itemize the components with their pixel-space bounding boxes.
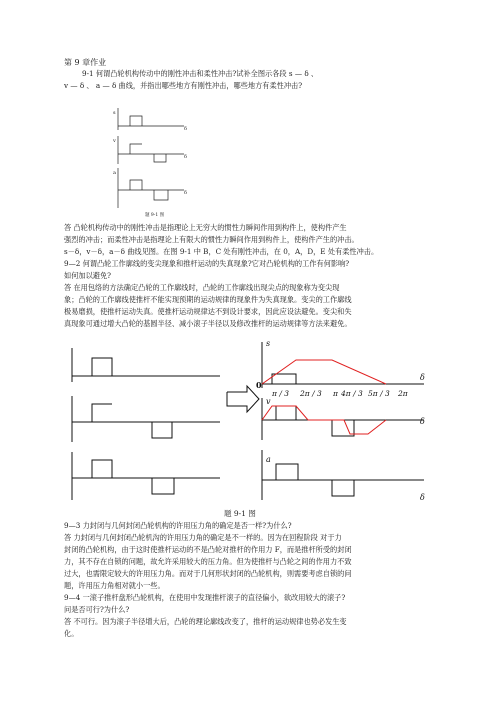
- q1-line1: 9-1 何谓凸轮机构传动中的刚性冲击和柔性冲击?试补全图示各段 s — δ 、: [82, 69, 319, 78]
- fig2-right-panels: [258, 340, 438, 510]
- q3-line-6: 题，许用压力角相对就小一些。: [64, 581, 165, 590]
- fig2-v-label: v: [266, 397, 271, 406]
- fig2-delta-v: δ: [420, 417, 425, 426]
- a1-line-9: 真现象可通过增大凸轮的基圆半径、减小滚子半径以及修改推杆的运动规律等方法来避免。: [64, 319, 352, 328]
- s-curve-red: [262, 360, 386, 384]
- q1-line2: v — δ 、 a — δ 曲线，并指出哪些地方有刚性冲击，哪些地方有柔性冲击?: [64, 81, 303, 90]
- tick-5pi-3: 5π / 3: [368, 389, 390, 398]
- small-fig-delta-3: δ: [184, 190, 188, 196]
- question-figure: [112, 106, 194, 218]
- a1-line-5: 如何加以避免?: [64, 271, 111, 280]
- q3-line-10: 化。: [64, 629, 79, 638]
- tick-2pi-3: 2π / 3: [300, 389, 322, 398]
- fig2-s-label: s: [266, 339, 271, 348]
- q3-line-4: 力，其不存在自锁的问题，故允许采用较大的压力角。但为使推杆与凸轮之间的作用力不致: [64, 557, 352, 566]
- fig2-caption: 题 9-1 图: [224, 509, 256, 518]
- a1-line-8: 极易磨损，使推杆运动失真。使推杆运动规律达不到设计要求，因此应设法避免。变尖和失: [64, 307, 352, 316]
- small-fig-delta-1: δ: [184, 126, 188, 132]
- small-fig-s: s: [113, 110, 116, 116]
- fig2-delta-s: δ: [420, 373, 425, 382]
- tick-4pi-3: 4π / 3: [341, 389, 363, 398]
- a1-line-7: 象；凸轮的工作廓线使推杆不能实现预期的运动规律的现象件为失真现象。变尖的工作廓线: [64, 295, 352, 304]
- q3-line-5: 过大，也需限定较大的许用压力角。而对于几何形状封闭的凸轮机构，则需要考虑自锁的问: [64, 569, 352, 578]
- tick-2pi: 2π: [398, 389, 408, 398]
- a1-line-1: 答 凸轮机构传动中的刚性冲击是指理论上无穷大的惯性力瞬间作用到构件上，使构件产生: [64, 223, 347, 232]
- fig2-delta-a: δ: [420, 493, 425, 502]
- q3-line-1: 9—3 力封闭与几何封闭凸轮机构的许用压力角的确定是否一样?为什么?: [64, 521, 292, 530]
- a1-line-3: s－δ，v－δ，a－δ 曲线见图。在图 9-1 中 B，C 处有刚性冲击，在 0，A，D，E 处有柔性冲击。: [64, 247, 379, 256]
- small-fig-v: v: [113, 138, 116, 144]
- fig2-a-label: a: [266, 455, 271, 464]
- a1-line-4: 9—2 何谓凸轮工作廓线的变尖现象和推杆运动的失真现象?它对凸轮机构的工作有何影响?: [64, 259, 350, 268]
- q3-line-3: 封闭的凸轮机构，由于这时使推杆运动的不是凸轮对推杆的作用力 F，而是推杆所受的封闭: [64, 545, 352, 554]
- q3-line-7: 9—4 一滚子推杆盘形凸轮机构，在使用中发现推杆滚子的直径偏小，欲改用较大的滚子?: [64, 593, 346, 602]
- q3-line-2: 答 力封闭与几何封闭凸轮机沟的许用压力角的确定是不一样的。因为在回程阶段 对于力: [64, 533, 342, 542]
- q3-line-9: 答 不可行。因为滚子半径增大后，凸轮的理论廓线改变了，推杆的运动规律也势必发生变: [64, 617, 347, 626]
- small-fig-a: a: [113, 170, 116, 176]
- a1-line-2: 强烈的冲击；而柔性冲击是指理论上有限大的惯性力瞬间作用到构件上，使构件产生的冲击。: [64, 235, 359, 244]
- fig2-left-panels: [68, 340, 226, 504]
- small-fig-delta-2: δ: [184, 154, 188, 160]
- small-fig-caption: 题 9-1 图: [145, 213, 165, 218]
- page-heading: 第 9 章作业: [64, 58, 107, 67]
- q3-line-8: 问是否可行?为什么?: [64, 605, 130, 614]
- tick-pi-3: π / 3: [272, 389, 289, 398]
- a1-line-6: 答 在用包络的方法确定凸轮的工作廓线时，凸轮的工作廓线出现尖点的现象称为变尖现: [64, 283, 340, 292]
- tick-pi: π: [333, 389, 338, 398]
- fig2-zero-label: 0: [256, 380, 262, 390]
